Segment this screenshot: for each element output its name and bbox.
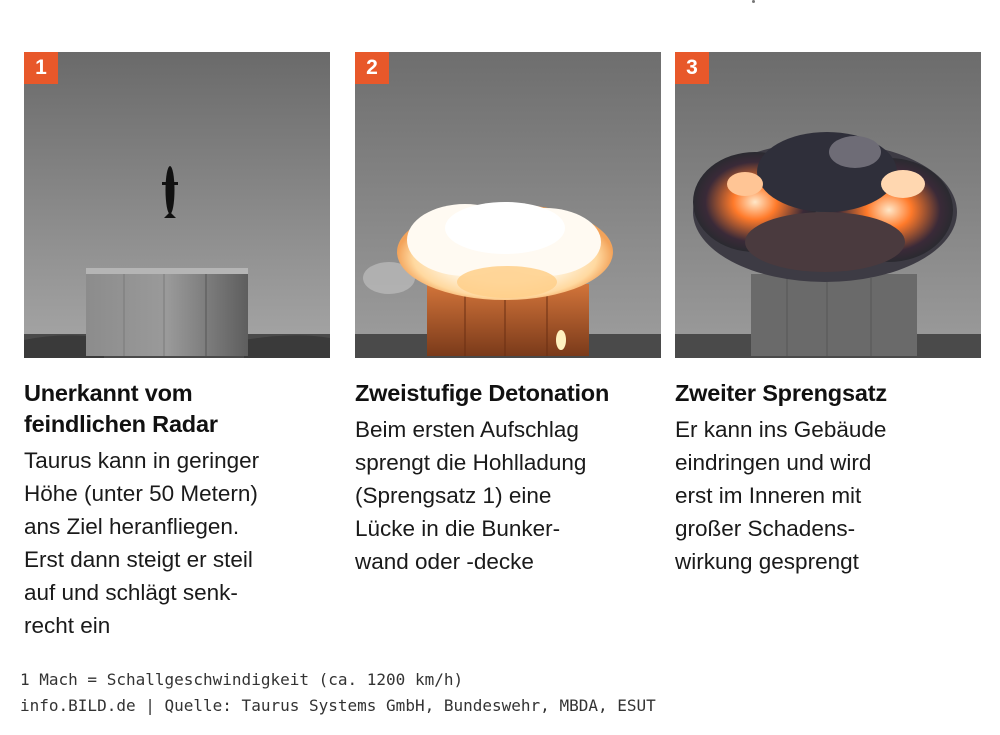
step-badge-3: 3 (675, 52, 709, 84)
heading-1: Unerkannt vom feindlichen Radar (24, 380, 218, 437)
step-badge-1: 1 (24, 52, 58, 84)
photo-first-detonation (355, 52, 661, 358)
column-2 (355, 378, 673, 578)
step-badge-2: 2 (355, 52, 389, 84)
footer (20, 667, 656, 719)
column-1 (24, 378, 342, 642)
photo-panel-1 (24, 52, 330, 358)
source-line: info.BILD.de | Quelle: Taurus Systems GmbH, Bundeswehr, MBDA, ESUT (20, 696, 656, 715)
body-text-2: Beim ersten Aufschlag sprengt die Hohlladung (Sprengsatz 1) eine Lücke in die Bunker- wand oder -decke (355, 417, 587, 574)
photo-panel-3 (675, 52, 981, 358)
explosion-icon (397, 202, 613, 300)
photo-second-detonation (675, 52, 981, 358)
heading-2: Zweistufige Detonation (355, 380, 610, 406)
photo-panel-2 (355, 52, 661, 358)
stray-dot (752, 0, 755, 3)
heading-3: Zweiter Sprengsatz (675, 380, 887, 406)
footnote: 1 Mach = Schallgeschwindigkeit (ca. 1200 km/h) (20, 670, 464, 689)
body-text-1: Taurus kann in geringer Höhe (unter 50 Metern) ans Ziel heranfliegen. Erst dann steigt er steil auf und schlägt senk- recht ein (24, 448, 260, 638)
photo-missile-approach (24, 52, 330, 358)
body-text-3: Er kann ins Gebäude eindringen und wird erst im Inneren mit großer Schadens- wirkung gesprengt (675, 417, 887, 574)
column-3 (675, 378, 993, 578)
